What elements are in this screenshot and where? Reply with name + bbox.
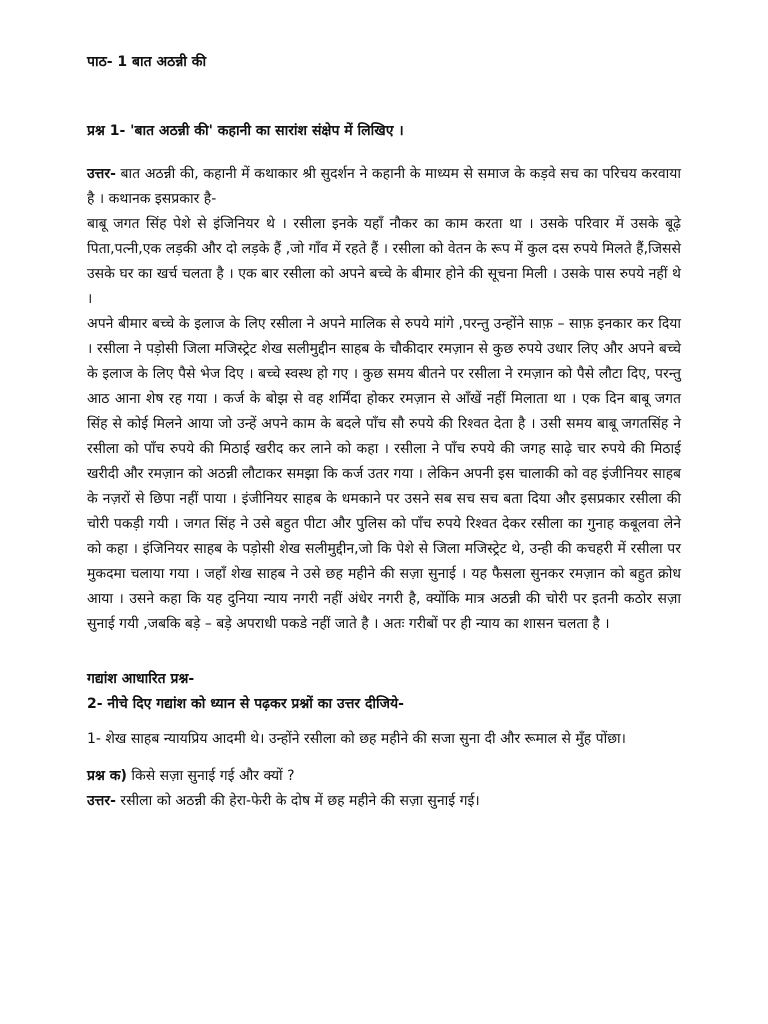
section-instruction: 2- नीचे दिए गद्यांश को ध्यान से पढ़कर प्रश्नों का उत्तर दीजिये- — [87, 696, 404, 712]
lesson-title: पाठ- 1 बात अठन्नी की — [87, 54, 207, 70]
sub-question-label: प्रश्न क) — [87, 768, 127, 784]
question-answer-block — [87, 764, 681, 814]
passage-block — [87, 727, 681, 752]
answer-intro — [87, 162, 681, 212]
section-gap — [87, 637, 681, 667]
answer-block — [87, 162, 681, 637]
answer-paragraph-2: अपने बीमार बच्चे के इलाज के लिए रसीला ने अपने मालिक से रुपये मांगे ,परन्तु उन्होंने साफ़ – साफ़ इनकार कर दिया । रसीला ने पड़ोसी जिला मजिस्ट्रेट शेख सलीमुद्दीन साहब के चौकीदार रमज़ान से कुछ रुपये उधार लिए और अपने बच्चे के इलाज के लिए पैसे भेज दिए । बच्चे स्वस्थ हो गए । कुछ समय बीतने पर रसीला ने रमज़ान को पैसे लौटा दिए, परन्तु आठ आना शेष रह गया । कर्ज के बोझ से वह शर्मिंदा होकर रमज़ान से आँखें नहीं मिलाता था । एक दिन बाबू जगत सिंह से कोई मिलने आया जो उन्हें अपने काम के बदले पाँच सौ रुपये की रिश्वत देता है । उसी समय बाबू जगतसिंह ने रसीला को पाँच रुपये की मिठाई खरीद कर लाने को कहा । रसीला ने पाँच रुपये की जगह साढ़े चार रुपये की मिठाई खरीदी और रमज़ान को अठन्नी लौटाकर समझा कि कर्ज उतर गया । लेकिन अपनी इस चालाकी को वह इंजीनियर साहब के नज़रों से छिपा नहीं पाया । इंजीनियर साहब के धमकाने पर उसने सब सच सच बता दिया और इसप्रकार रसीला की चोरी पकड़ी गयी । जगत सिंह ने उसे बहुत पीटा और पुलिस को पाँच रुपये रिश्वत देकर रसीला का गुनाह कबूलवा लेने को कहा । इंजिनियर साहब के पड़ोसी शेख सलीमुद्दीन,जो कि पेशे से जिला मजिस्ट्रेट थे, उन्ही की कचहरी में रसीला पर मुकदमा चलाया गया । जहाँ शेख साहब ने उसे छह महीने की सज़ा सुनाई । यह फैसला सुनकर रमज़ान को बहुत क्रोध आया । उसने कहा कि यह दुनिया न्याय नगरी नहीं अंधेर नगरी है, क्योंकि मात्र अठन्नी की चोरी पर इतनी कठोर सज़ा सुनाई गयी ,जबकि बड़े – बड़े अपराधी पकडे नहीं जाते है । अतः गरीबों पर ही न्याय का शासन चलता है । — [87, 316, 681, 632]
sub-answer-label: उत्तर- — [87, 793, 116, 809]
sub-answer-text: रसीला को अठन्नी की हेरा-फेरी के दोष में छह महीने की सज़ा सुनाई गई। — [115, 793, 480, 809]
section-heading: गद्यांश आधारित प्रश्न- — [87, 671, 195, 687]
answer-paragraph-1: बाबू जगत सिंह पेशे से इंजिनियर थे । रसीला इनके यहाँ नौकर का काम करता था । उसके परिवार में उसके बूढ़े पिता,पत्नी,एक लड़की और दो लड़के हैं ,जो गाँव में रहते हैं । रसीला को वेतन के रूप में कुल दस रुपये मिलते हैं,जिससे उसके घर का खर्च चलता है । एक बार रसीला को अपने बच्चे के बीमार होने की सूचना मिली । उसके पास रुपये नहीं थे । — [87, 216, 681, 307]
answer-intro-text: बात अठन्नी की, कहानी में कथाकार श्री सुदर्शन ने कहानी के माध्यम से समाज के कड़वे सच का परिचय करवाया है । कथानक इसप्रकार है- — [87, 166, 681, 207]
sub-question — [87, 764, 681, 789]
question-1: प्रश्न 1- 'बात अठन्नी की' कहानी का सारांश संक्षेप में लिखिए । — [87, 123, 404, 139]
sub-answer — [87, 789, 681, 814]
passage-text: 1- शेख साहब न्यायप्रिय आदमी थे। उन्होंने रसीला को छह महीने की सजा सुना दी और रूमाल से मुँह पोंछा। — [87, 731, 626, 747]
answer-label: उत्तर- — [87, 166, 116, 182]
sub-question-text: किसे सज़ा सुनाई गई और क्यों ? — [126, 768, 295, 784]
